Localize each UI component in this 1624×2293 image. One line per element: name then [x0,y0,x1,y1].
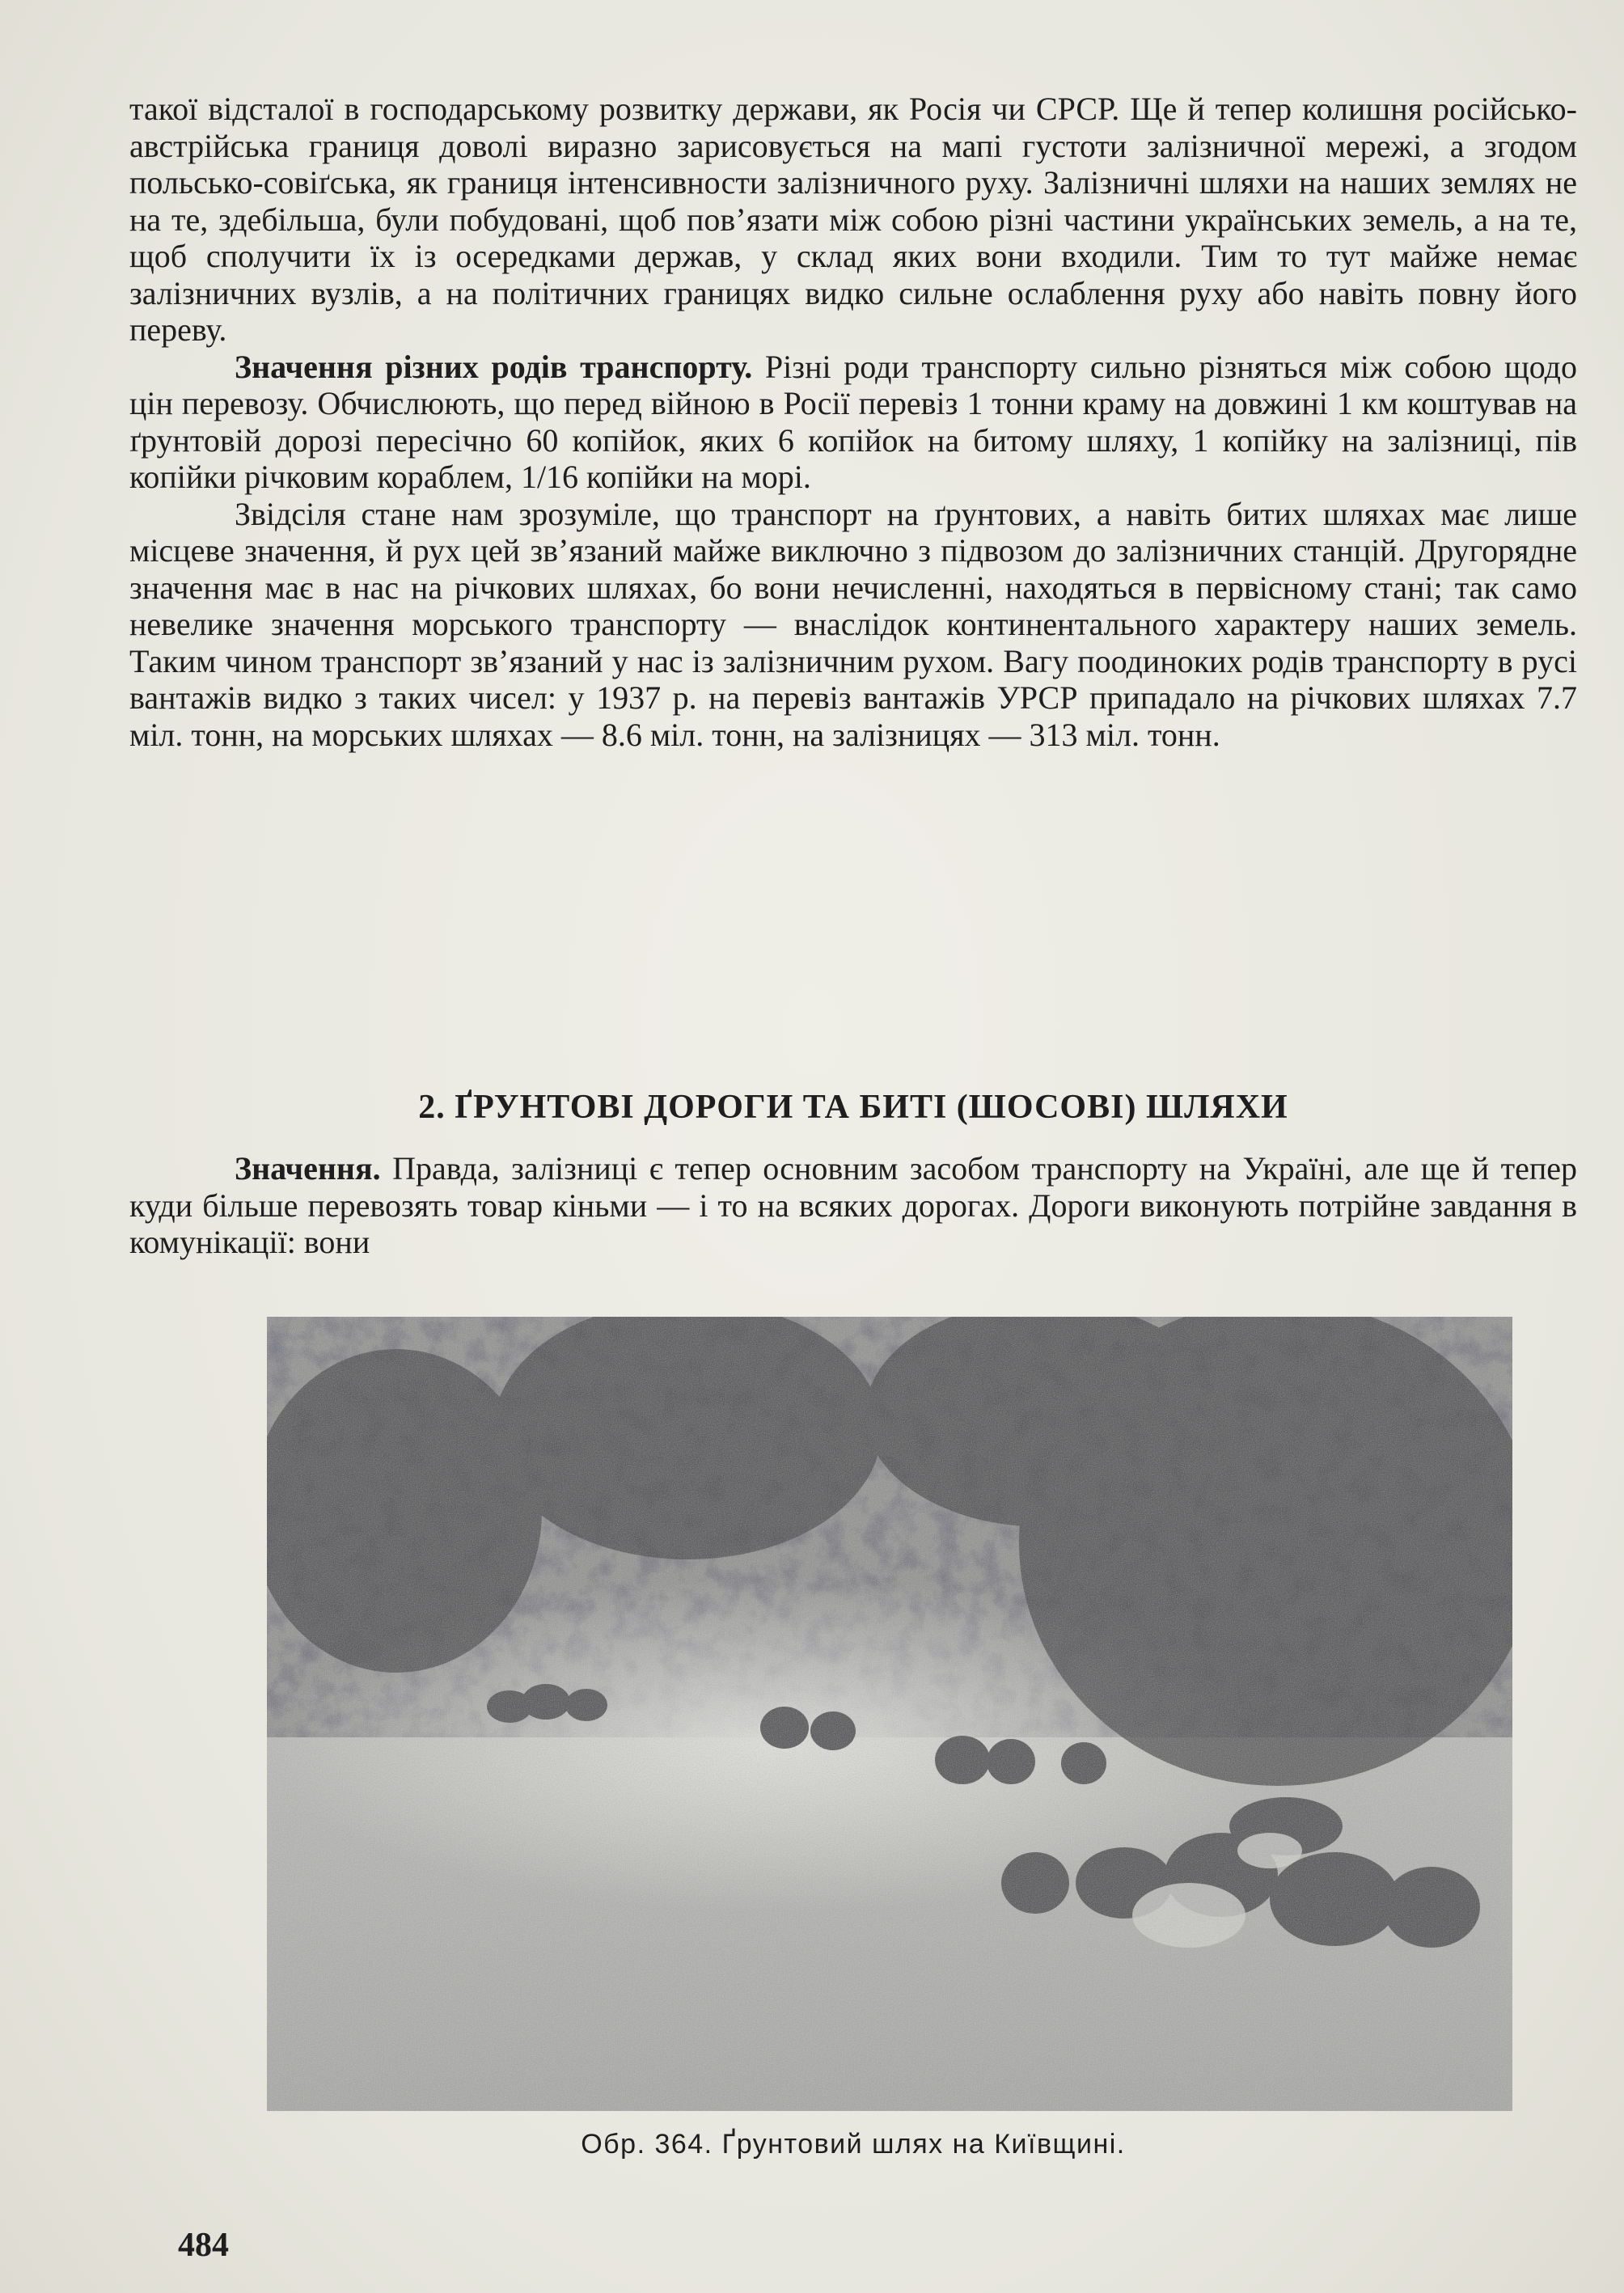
section-heading: 2. ҐРУНТОВІ ДОРОГИ ТА БИТІ (ШОСОВІ) ШЛЯХИ [418,1089,1288,1126]
body-text-bottom [129,1150,1577,1261]
paragraph-lead-roads: Значення. [235,1150,381,1187]
paragraph-text-roads: Правда, залізниці є тепер основним засобом транспорту на Україні, але ще й тепер куди більше перевозять товар кіньми — і то на всяких дорогах. Дороги виконують потрійне завдання в комунікації: вони [129,1150,1577,1260]
figure-photo [267,1317,1512,2111]
paragraph-text-transport: Різні роди транспорту сильно різняться між собою щодо цін перевозу. Обчислюють, що перед війною в Росії перевіз 1 тонни краму на довжині 1 км коштував на ґрунтовій дорозі пересічно 60 копійок, яких 6 копійок на битому шляху, 1 копійку на залізниці, пів копійки річковим кораблем, 1/16 копійки на морі. [129,348,1577,495]
body-text-top [129,91,1577,753]
road-photo-illustration [267,1317,1512,2111]
paragraph-consequence: Звідсіля стане нам зрозуміле, що транспорт на ґрунтових, а навіть битих шляхах має лише місцеве значення, й рух цей зв’язаний майже виключно з підвозом до залізничних станцій. Другорядне значення має в нас на річкових шляхах, бо вони нечисленні, находяться в первісному стані; так само невелике значення морського транспорту — внаслідок континентального характеру наших земель. Таким чином транспорт зв’язаний у нас із залізничним рухом. Вагу поодиноких родів транспорту в русі вантажів видко з таких чисел: у 1937 р. на перевіз вантажів УРСР припадало на річкових шляхах 7.7 міл. тонн, на морських шляхах — 8.6 міл. тонн, на залізницях — 313 міл. тонн. [129,495,1577,753]
page-number: 484 [178,2227,229,2264]
paragraph-transport-kinds [129,349,1577,496]
paragraph-lead-transport: Значення різних родів транспорту. [235,348,753,385]
paragraph-railways: такої відсталої в господарському розвитку держави, як Росія чи СРСР. Ще й тепер колишня російсько-австрійська границя доволі виразно зарисовується на мапі густоти залізничної мережі, а згодом польсько-совіґська, як границя інтенсивности залізничного руху. Залізничні шляхи на наших землях не на те, здебільша, були побудовані, щоб пов’язати між собою різні частини українських земель, а на те, щоб сполучити їх із осередками держав, у склад яких вони входили. Тим то тут майже немає залізничних вузлів, а на політичних границях видко сильне ослаблення руху або навіть повну його переву. [129,91,1577,348]
figure-caption: Обр. 364. Ґрунтовий шлях на Київщині. [581,2129,1126,2160]
paragraph-roads [129,1150,1577,1261]
